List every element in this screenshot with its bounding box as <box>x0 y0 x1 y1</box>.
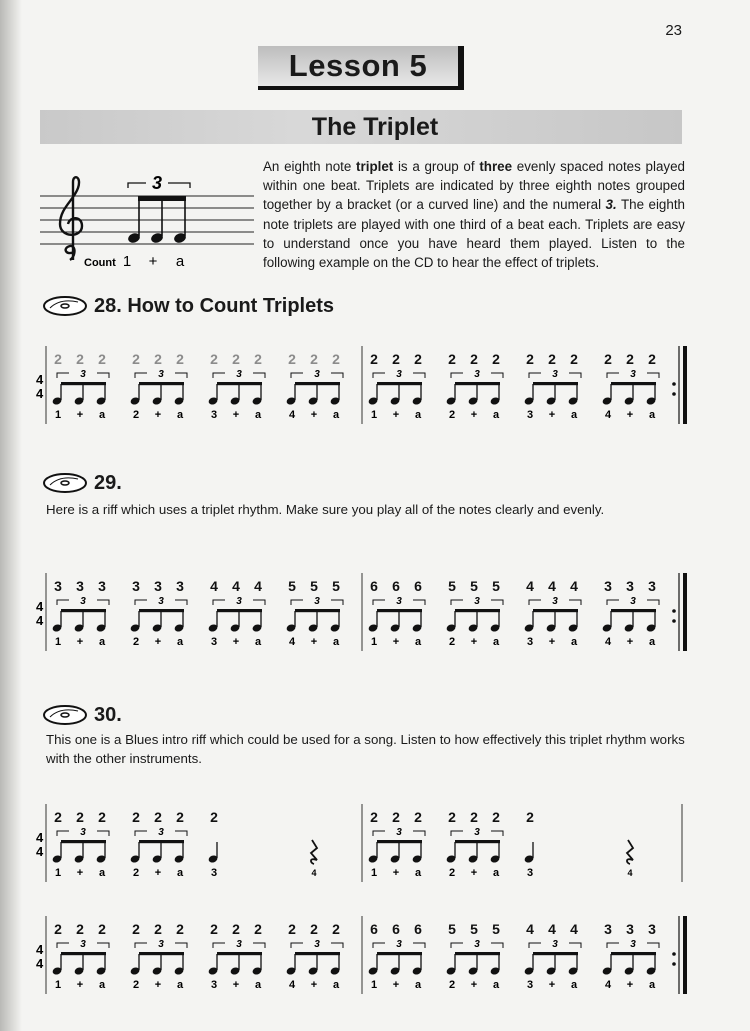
triplet-numeral: 3 <box>158 939 164 950</box>
count-value: 1 <box>122 253 132 270</box>
fret-number: 2 <box>76 809 84 825</box>
fret-number: 2 <box>154 351 162 367</box>
count-label: 4 <box>288 636 296 648</box>
fret-number: 3 <box>54 578 62 594</box>
fret-number: 4 <box>254 578 262 594</box>
fret-number: 2 <box>310 921 318 937</box>
count-label: 2 <box>448 409 456 421</box>
exercise-29-heading: 29. <box>42 471 122 495</box>
time-signature-top: 4 <box>36 599 44 614</box>
fret-number: 4 <box>548 578 556 594</box>
staff-ex28-line1 <box>32 338 692 428</box>
triplet-beam <box>139 840 184 843</box>
triplet-beam <box>217 609 262 612</box>
fret-number: 4 <box>570 578 578 594</box>
count-label: a <box>176 409 184 421</box>
count-label: 2 <box>448 867 456 879</box>
count-label: + <box>548 636 556 648</box>
count-label: 3 <box>526 636 534 648</box>
count-label: a <box>98 636 106 648</box>
count-label: + <box>392 979 400 991</box>
fret-number: 2 <box>210 809 218 825</box>
triplet-numeral: 3 <box>396 827 402 838</box>
exercise-30-heading: 30. <box>42 703 122 727</box>
triplet-numeral: 3 <box>80 939 86 950</box>
fret-number: 6 <box>414 921 422 937</box>
count-label: 1 <box>54 979 62 991</box>
count-label: 3 <box>210 979 218 991</box>
count-label: 2 <box>132 979 140 991</box>
fret-number: 3 <box>98 578 106 594</box>
triplet-beam <box>533 609 578 612</box>
count-label: 3 <box>526 979 534 991</box>
triplet-beam <box>295 952 340 955</box>
fret-number: 2 <box>370 351 378 367</box>
count-label: a <box>570 409 578 421</box>
fret-number: 6 <box>392 578 400 594</box>
triplet-numeral: 3 <box>151 173 163 193</box>
triplet-beam <box>295 382 340 385</box>
count-label: a <box>98 979 106 991</box>
fret-number: 2 <box>210 351 218 367</box>
triplet-numeral: 3 <box>474 939 480 950</box>
exercise-28-heading: 28. How to Count Triplets <box>42 294 334 318</box>
count-label: a <box>176 867 184 879</box>
triplet-numeral: 3 <box>80 369 86 380</box>
count-label: + <box>154 979 162 991</box>
fret-number: 2 <box>448 809 456 825</box>
fret-number: 2 <box>98 921 106 937</box>
fret-number: 2 <box>626 351 634 367</box>
triplet-beam <box>61 382 106 385</box>
triplet-numeral: 3 <box>552 369 558 380</box>
fret-number: 2 <box>414 809 422 825</box>
count-label: + <box>154 867 162 879</box>
cd-icon <box>42 294 88 318</box>
count-label: 4 <box>604 409 612 421</box>
treble-clef-icon <box>60 177 82 260</box>
triplet-beam <box>455 382 500 385</box>
section-title: The Triplet <box>311 113 439 141</box>
triplet-illustration <box>40 168 254 270</box>
fret-number: 2 <box>310 351 318 367</box>
count-label: a <box>332 636 340 648</box>
fret-number: 2 <box>648 351 656 367</box>
fret-number: 2 <box>154 809 162 825</box>
triplet-numeral: 3 <box>236 596 242 607</box>
triplet-numeral: 3 <box>314 369 320 380</box>
count-label: 3 <box>526 867 534 879</box>
fret-number: 3 <box>176 578 184 594</box>
triplet-beam <box>455 609 500 612</box>
fret-number: 3 <box>604 921 612 937</box>
count-label: + <box>548 979 556 991</box>
lesson-title: Lesson 5 <box>288 48 428 83</box>
page-number: 23 <box>665 22 682 39</box>
triplet-numeral: 3 <box>396 596 402 607</box>
fret-number: 4 <box>526 921 534 937</box>
fret-number: 2 <box>288 921 296 937</box>
triplet-numeral: 3 <box>552 939 558 950</box>
count-label: + <box>232 409 240 421</box>
fret-number: 2 <box>98 351 106 367</box>
fret-number: 2 <box>98 809 106 825</box>
count-label: 2 <box>132 409 140 421</box>
count-label: a <box>648 409 656 421</box>
count-label: 4 <box>604 979 612 991</box>
count-label: 1 <box>370 409 378 421</box>
quarter-rest-icon <box>311 840 317 864</box>
count-label: a <box>254 636 262 648</box>
count-label: 2 <box>132 636 140 648</box>
count-label: + <box>310 979 318 991</box>
triplet-beam <box>611 382 656 385</box>
fret-number: 2 <box>570 351 578 367</box>
count-label: + <box>76 409 84 421</box>
count-label: + <box>76 867 84 879</box>
count-label: a <box>332 409 340 421</box>
repeat-dot <box>672 382 676 386</box>
staff-ex30-line2 <box>32 908 692 998</box>
fret-number: 2 <box>176 921 184 937</box>
fret-number: 2 <box>414 351 422 367</box>
count-label: + <box>310 409 318 421</box>
fret-number: 3 <box>132 578 140 594</box>
fret-number: 2 <box>492 809 500 825</box>
count-label: + <box>626 409 634 421</box>
fret-number: 5 <box>332 578 340 594</box>
triplet-numeral: 3 <box>158 369 164 380</box>
triplet-beam <box>217 382 262 385</box>
fret-number: 4 <box>570 921 578 937</box>
fret-number: 5 <box>470 578 478 594</box>
fret-number: 2 <box>176 809 184 825</box>
fret-number: 2 <box>254 351 262 367</box>
fret-number: 3 <box>626 921 634 937</box>
fret-number: 2 <box>54 351 62 367</box>
count-label: a <box>176 636 184 648</box>
fret-number: 5 <box>492 578 500 594</box>
fret-number: 2 <box>526 809 534 825</box>
count-label: + <box>232 979 240 991</box>
count-label: a <box>414 867 422 879</box>
triplet-beam <box>295 609 340 612</box>
triplet-beam <box>377 609 422 612</box>
count-label: 4 <box>288 979 296 991</box>
count-label: + <box>76 979 84 991</box>
triplet-numeral: 3 <box>158 596 164 607</box>
fret-number: 4 <box>526 578 534 594</box>
count-label: 2 <box>448 636 456 648</box>
triplet-beam <box>61 952 106 955</box>
fret-number: 2 <box>154 921 162 937</box>
triplet-beam <box>139 609 184 612</box>
triplet-numeral: 3 <box>630 939 636 950</box>
count-label: 3 <box>526 409 534 421</box>
fret-number: 5 <box>448 921 456 937</box>
fret-number: 5 <box>448 578 456 594</box>
triplet-numeral: 3 <box>236 939 242 950</box>
count-label: + <box>232 636 240 648</box>
fret-number: 3 <box>648 578 656 594</box>
fret-number: 2 <box>492 351 500 367</box>
cd-icon <box>42 471 88 495</box>
final-bar-line <box>683 573 687 651</box>
count-label: a <box>332 979 340 991</box>
count-label: + <box>470 979 478 991</box>
repeat-dot <box>672 609 676 613</box>
fret-number: 2 <box>332 351 340 367</box>
fret-number: 2 <box>470 351 478 367</box>
fret-number: 2 <box>392 809 400 825</box>
triplet-numeral: 3 <box>396 369 402 380</box>
repeat-dot <box>672 392 676 396</box>
triplet-beam <box>533 382 578 385</box>
triplet-numeral: 3 <box>474 369 480 380</box>
count-label: a <box>492 979 500 991</box>
rest-beat-label: 4 <box>627 868 633 878</box>
count-label: + <box>470 409 478 421</box>
triplet-numeral: 3 <box>236 369 242 380</box>
fret-number: 2 <box>332 921 340 937</box>
rest-beat-label: 4 <box>311 868 317 878</box>
staff-ex29-line1 <box>32 565 692 655</box>
count-label: a <box>648 636 656 648</box>
time-signature-top: 4 <box>36 942 44 957</box>
count-label: + <box>548 409 556 421</box>
count-label: a <box>492 867 500 879</box>
fret-number: 2 <box>254 921 262 937</box>
count-label: + <box>626 979 634 991</box>
fret-number: 2 <box>54 809 62 825</box>
time-signature-bottom: 4 <box>36 956 44 971</box>
final-bar-line <box>683 346 687 424</box>
count-label: + <box>392 636 400 648</box>
fret-number: 6 <box>392 921 400 937</box>
triplet-numeral: 3 <box>474 827 480 838</box>
triplet-numeral: 3 <box>396 939 402 950</box>
count-label: 1 <box>54 867 62 879</box>
fret-number: 6 <box>370 578 378 594</box>
count-label: a <box>98 409 106 421</box>
count-label: 1 <box>370 979 378 991</box>
count-label: + <box>392 867 400 879</box>
triplet-beam <box>455 840 500 843</box>
exercise-29-description: Here is a riff which uses a triplet rhythm. Make sure you play all of the notes clearly and evenly. <box>46 502 605 517</box>
triplet-beam <box>61 840 106 843</box>
fret-number: 2 <box>604 351 612 367</box>
triplet-beam <box>611 609 656 612</box>
fret-number: 2 <box>232 921 240 937</box>
count-label: a <box>98 867 106 879</box>
cd-icon <box>42 703 88 727</box>
fret-number: 6 <box>370 921 378 937</box>
count-label: 2 <box>132 867 140 879</box>
count-label: 1 <box>54 409 62 421</box>
staff-ex30-line1 <box>32 796 692 886</box>
intro-paragraph: An eighth note triplet is a group of three evenly spaced notes played within one beat. Triplets are indicated by three eighth notes grouped together by a bracket (or a curved line) and the numeral 3. The eighth note triplets are played with one third of a beat each. Triplets are easy to understand once you have heard them played. Listen to the following example on the CD to hear the effect of triplets. <box>263 159 685 271</box>
quarter-rest-icon <box>627 840 633 864</box>
count-label: 1 <box>370 636 378 648</box>
fret-number: 2 <box>132 351 140 367</box>
fret-number: 3 <box>626 578 634 594</box>
count-label: a <box>414 979 422 991</box>
count-label: + <box>76 636 84 648</box>
triplet-beam <box>217 952 262 955</box>
triplet-beam <box>61 609 106 612</box>
count-label: 3 <box>210 636 218 648</box>
count-label: a <box>414 409 422 421</box>
fret-number: 2 <box>392 351 400 367</box>
count-label: + <box>470 867 478 879</box>
count-label: + <box>392 409 400 421</box>
triplet-numeral: 3 <box>314 596 320 607</box>
count-label: 4 <box>604 636 612 648</box>
count-label: 1 <box>370 867 378 879</box>
fret-number: 3 <box>76 578 84 594</box>
count-label: + <box>154 409 162 421</box>
triplet-numeral: 3 <box>80 827 86 838</box>
fret-number: 2 <box>76 921 84 937</box>
fret-number: 5 <box>470 921 478 937</box>
time-signature-bottom: 4 <box>36 844 44 859</box>
triplet-beam <box>139 382 184 385</box>
fret-number: 2 <box>132 809 140 825</box>
fret-number: 5 <box>310 578 318 594</box>
triplet-numeral: 3 <box>630 596 636 607</box>
fret-number: 3 <box>604 578 612 594</box>
triplet-beam <box>139 952 184 955</box>
fret-number: 2 <box>288 351 296 367</box>
repeat-dot <box>672 952 676 956</box>
fret-number: 2 <box>448 351 456 367</box>
book-spine-shadow <box>0 0 22 1031</box>
fret-number: 2 <box>176 351 184 367</box>
triplet-beam <box>377 840 422 843</box>
count-label: + <box>154 636 162 648</box>
count-label: 4 <box>288 409 296 421</box>
fret-number: 5 <box>492 921 500 937</box>
triplet-beam <box>533 952 578 955</box>
fret-number: 2 <box>132 921 140 937</box>
triplet-numeral: 3 <box>80 596 86 607</box>
count-label: a <box>492 636 500 648</box>
triplet-beam <box>611 952 656 955</box>
count-label: + <box>310 636 318 648</box>
count-label: a <box>648 979 656 991</box>
time-signature-top: 4 <box>36 372 44 387</box>
count-label: a <box>176 979 184 991</box>
count-label: a <box>414 636 422 648</box>
fret-number: 4 <box>232 578 240 594</box>
fret-number: 2 <box>470 809 478 825</box>
fret-number: 2 <box>210 921 218 937</box>
fret-number: 3 <box>648 921 656 937</box>
fret-number: 2 <box>232 351 240 367</box>
count-label: a <box>570 636 578 648</box>
time-signature-bottom: 4 <box>36 386 44 401</box>
fret-number: 2 <box>54 921 62 937</box>
fret-number: 6 <box>414 578 422 594</box>
exercise-30-description: This one is a Blues intro riff which could be used for a song. Listen to how effectively this triplet rhythm works with the other instruments. <box>46 732 685 766</box>
fret-number: 4 <box>210 578 218 594</box>
repeat-dot <box>672 962 676 966</box>
fret-number: 5 <box>288 578 296 594</box>
count-label: 1 <box>54 636 62 648</box>
triplet-beam <box>377 382 422 385</box>
count-label: + <box>626 636 634 648</box>
triplet-numeral: 3 <box>314 939 320 950</box>
count-label: a <box>492 409 500 421</box>
fret-number: 4 <box>548 921 556 937</box>
count-label: + <box>470 636 478 648</box>
triplet-numeral: 3 <box>474 596 480 607</box>
count-label: 3 <box>210 409 218 421</box>
fret-number: 2 <box>76 351 84 367</box>
fret-number: 2 <box>370 809 378 825</box>
time-signature-bottom: 4 <box>36 613 44 628</box>
time-signature-top: 4 <box>36 830 44 845</box>
count-label: a <box>254 979 262 991</box>
fret-number: 2 <box>548 351 556 367</box>
fret-number: 3 <box>154 578 162 594</box>
count-label: 2 <box>448 979 456 991</box>
count-label: a <box>254 409 262 421</box>
count-value: + <box>148 253 158 270</box>
triplet-numeral: 3 <box>552 596 558 607</box>
repeat-dot <box>672 619 676 623</box>
triplet-numeral: 3 <box>630 369 636 380</box>
count-label: a <box>570 979 578 991</box>
count-value: a <box>175 253 185 270</box>
count-label: 3 <box>210 867 218 879</box>
triplet-numeral: 3 <box>158 827 164 838</box>
fret-number: 2 <box>526 351 534 367</box>
triplet-beam <box>377 952 422 955</box>
triplet-beam <box>455 952 500 955</box>
count-label: Count <box>84 257 116 269</box>
final-bar-line <box>683 916 687 994</box>
